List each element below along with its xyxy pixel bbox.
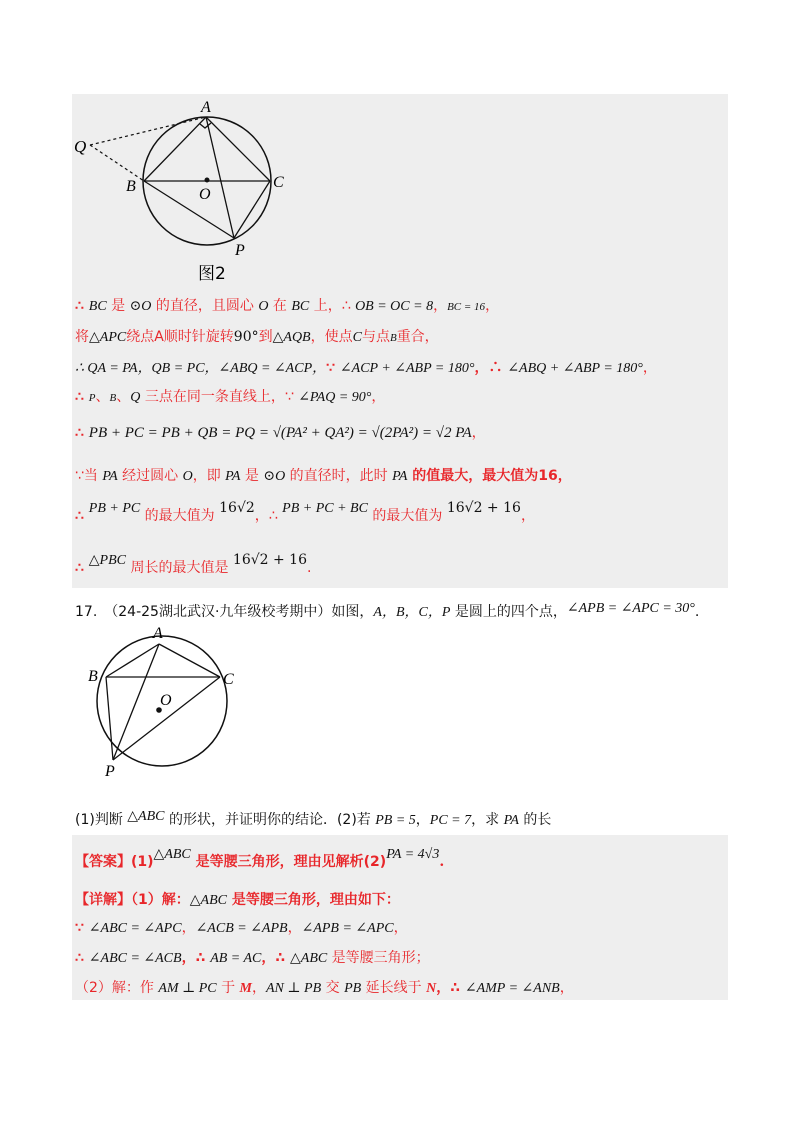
solution-line-4: ∴ P、B、Q 三点在同一条直线上，∵ ∠PAQ = 90°，: [75, 389, 386, 405]
detail-line-4: （2）解：作 AM ⊥ PC 于 M，AN ⊥ PB 交 PB 延长线于 N，∴ ∠AMP = ∠ANB，: [75, 980, 574, 996]
detail-line-2: ∵ ∠ABC = ∠APC，∠ACB = ∠APB，∠APB = ∠APC，: [75, 920, 408, 936]
solution-line-3: ∴ QA = PA，QB = PC，∠ABQ = ∠ACP，∵ ∠ACP + ∠ABP = 180°，∴ ∠ABQ + ∠ABP = 180°，: [75, 360, 657, 376]
fig2-label-o: O: [160, 692, 172, 709]
fig2-segment-bp: [106, 677, 113, 760]
solution-line-5: ∴ PB + PC = PB + QB = PQ = √(PA² + QA²) = √(2PA²) = √2 PA，: [75, 425, 486, 441]
answer-line: 【答案】(1)△ABC 是等腰三角形，理由见解析(2)PA = 4√3.: [75, 847, 445, 870]
fig1-label-a: A: [201, 99, 211, 116]
detail-line-1: 【详解】（1）解：△ABC 是等腰三角形，理由如下：: [75, 892, 400, 908]
problem-17-statement: 17. （24-25湖北武汉·九年级校考期中）如图，A，B，C，P 是圆上的四个点，∠APB = ∠APC = 30°.: [75, 601, 700, 620]
fig1-label-b: B: [126, 178, 136, 195]
fig2-label-c: C: [223, 671, 234, 688]
fig1-caption: 图2: [198, 264, 226, 284]
fig2-segment-ab: [106, 644, 159, 677]
solution-line-1: ∴ BC 是 ⊙O 的直径，且圆心 O 在 BC 上，∴ OB = OC = 8，BC = 16，: [75, 298, 500, 314]
solution-line-6: ∵当 PA 经过圆心 O，即 PA 是 ⊙O 的直径时，此时 PA 的值最大，最大值为16，: [75, 468, 572, 484]
solution-line-2: 将△APC绕点A顺时针旋转90°到△AQB，使点C与点B重合，: [75, 329, 439, 345]
fig1-label-q: Q: [74, 137, 87, 156]
problem-17-questions: (1)判断 △ABC 的形状，并证明你的结论．(2)若 PB = 5，PC = 7，求 PA 的长: [75, 809, 552, 828]
fig2-label-a: A: [153, 625, 163, 642]
fig2-label-p: P: [105, 763, 115, 780]
fig1-label-o: O: [199, 186, 211, 203]
fig1-label-c: C: [273, 174, 284, 191]
fig2-label-b: B: [88, 668, 98, 685]
detail-line-3: ∴ ∠ABC = ∠ACB，∴ AB = AC，∴ △ABC 是等腰三角形；: [75, 950, 430, 966]
solution-line-7: ∴ PB + PC 的最大值为 16√2，∴ PB + PC + BC 的最大值为 16√2 + 16，: [75, 500, 535, 524]
fig1-label-p: P: [235, 242, 245, 259]
fig2-segment-ac: [159, 644, 220, 677]
solution-line-8: ∴ △PBC 周长的最大值是 16√2 + 16.: [75, 552, 312, 576]
